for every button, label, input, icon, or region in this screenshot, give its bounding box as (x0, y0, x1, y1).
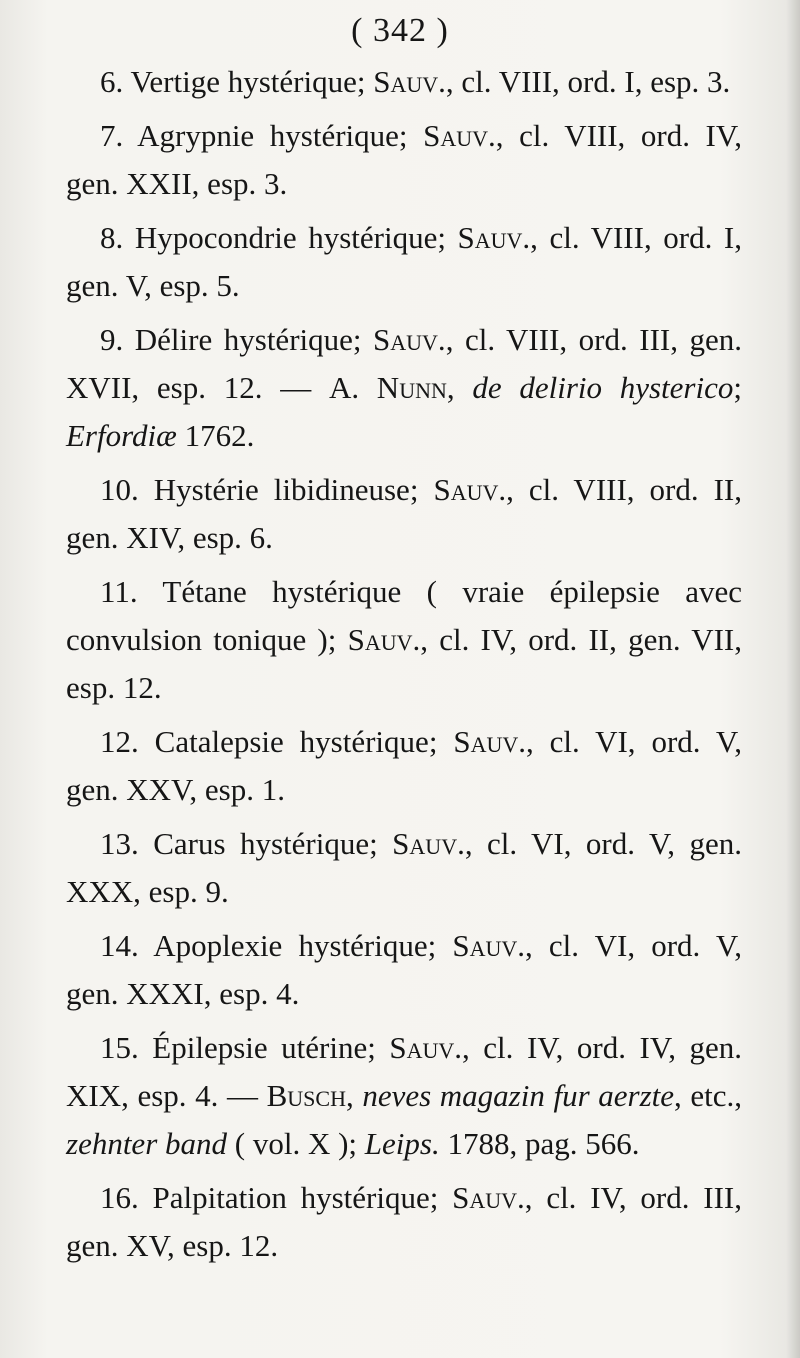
citation-etc: , etc., (674, 1078, 743, 1113)
entry-name: Palpitation hystérique (152, 1180, 430, 1215)
citation-year: 1762. (184, 418, 255, 453)
entry-author: Sauv. (389, 1030, 463, 1065)
entry-11: 11. Tétane hystérique ( vraie épilepsie avec convulsion tonique ); Sauv., cl. IV, ord. II, gen. VII, esp. 12. (66, 574, 742, 705)
entry-author: Sauv. (423, 118, 496, 153)
entry-number: 13. (100, 826, 139, 861)
entry-author: Sauv. (452, 928, 526, 963)
entry-number: 9. (100, 322, 124, 357)
citation-author: A. Nunn (328, 370, 447, 405)
entry-number: 11. (100, 574, 138, 609)
entry-number: 14. (100, 928, 139, 963)
page-number: ( 342 ) (351, 12, 449, 49)
entry-reference: , cl. IV, ord. III, gen. XV, esp. 12. (66, 1180, 742, 1263)
entry-name: Apoplexie hystérique (153, 928, 428, 963)
entry-reference: , cl. VI, ord. V, gen. XXV, esp. 1. (66, 724, 743, 807)
citation-title: de delirio hysterico (472, 370, 734, 405)
entry-reference: , cl. VI, ord. V, gen. XXX, esp. 9. (66, 826, 742, 909)
entry-14: 14. Apoplexie hystérique; Sauv., cl. VI, ord. V, gen. XXXI, esp. 4. (66, 928, 742, 1011)
entry-reference: , cl. VIII, ord. II, gen. XIV, esp. 6. (66, 472, 743, 555)
citation-place: Leips. (364, 1126, 440, 1161)
entry-number: 6. (100, 64, 124, 99)
entry-16: 16. Palpitation hystérique; Sauv., cl. IV, ord. III, gen. XV, esp. 12. (66, 1180, 742, 1263)
entry-number: 7. (100, 118, 124, 153)
entry-10: 10. Hystérie libidineuse; Sauv., cl. VIII, ord. II, gen. XIV, esp. 6. (66, 472, 743, 555)
entry-reference: , cl. VIII, ord. IV, gen. XXII, esp. 3. (66, 118, 742, 201)
citation-place: Erfordiæ (66, 418, 177, 453)
entry-author: Sauv. (347, 622, 421, 657)
citation-year-page: 1788, pag. 566. (439, 1126, 640, 1161)
entry-reference: , cl. VI, ord. V, gen. XXXI, esp. 4. (66, 928, 742, 1011)
entry-author: Sauv. (453, 724, 526, 759)
entry-number: 15. (100, 1030, 139, 1065)
entry-name: Hystérie libidineuse (153, 472, 410, 507)
entry-name: Carus hystérique (153, 826, 370, 861)
entry-reference: , cl. VIII, ord. I, esp. 3. (445, 64, 731, 99)
entry-9: 9. Délire hystérique; Sauv., cl. VIII, ord. III, gen. XVII, esp. 12. — A. Nunn, de delirio hysterico; Erfordiæ 1762. (66, 322, 742, 453)
entry-name: Vertige hystérique (130, 64, 357, 99)
entry-number: 16. (100, 1180, 139, 1215)
entry-6: 6. Vertige hystérique; Sauv., cl. VIII, ord. I, esp. 3. (100, 64, 731, 99)
entry-7: 7. Agrypnie hystérique; Sauv., cl. VIII, ord. IV, gen. XXII, esp. 3. (66, 118, 742, 201)
entry-number: 8. (100, 220, 124, 255)
entry-reference: , cl. VIII, ord. III, gen. XVII, esp. 12. — (66, 322, 742, 405)
citation-title: neves magazin fur aerzte (362, 1078, 675, 1113)
entry-list (66, 58, 742, 1276)
entry-author: Sauv. (457, 220, 531, 255)
page-edge-shadow (786, 0, 800, 1358)
entry-reference: , cl. IV, ord. IV, gen. XIX, esp. 4. — (66, 1030, 743, 1113)
citation-subtitle: zehnter band (66, 1126, 228, 1161)
entry-author: Sauv. (392, 826, 465, 861)
entry-author: Sauv. (373, 64, 446, 99)
entry-name: Épilepsie utérine (152, 1030, 368, 1065)
entry-author: Sauv. (452, 1180, 525, 1215)
entry-13: 13. Carus hystérique; Sauv., cl. VI, ord. V, gen. XXX, esp. 9. (66, 826, 742, 909)
citation-volume: ( vol. X ); (227, 1126, 365, 1161)
entry-author: Sauv. (373, 322, 446, 357)
entry-name: Délire hystérique (134, 322, 353, 357)
entry-12: 12. Catalepsie hystérique; Sauv., cl. VI, ord. V, gen. XXV, esp. 1. (66, 724, 743, 807)
citation-author: Busch (266, 1078, 346, 1113)
entry-name: Catalepsie hystérique (154, 724, 429, 759)
entry-reference: , cl. VIII, ord. I, gen. V, esp. 5. (66, 220, 742, 303)
entry-author: Sauv. (433, 472, 507, 507)
entry-reference: , cl. IV, ord. II, gen. VII, esp. 12. (66, 622, 742, 705)
entry-name: Agrypnie hystérique (137, 118, 399, 153)
entry-name: Tétane hystérique ( vraie épilepsie avec convulsion tonique ) (66, 574, 742, 657)
entry-name: Hypocondrie hystérique (134, 220, 438, 255)
entry-15: 15. Épilepsie utérine; Sauv., cl. IV, ord. IV, gen. XIX, esp. 4. — Busch, neves magazin fur aerzte, etc., zehnter band ( vol. X ); Leips. 1788, pag. 566. (66, 1030, 743, 1161)
entry-number: 12. (100, 724, 139, 759)
entry-8: 8. Hypocondrie hystérique; Sauv., cl. VIII, ord. I, gen. V, esp. 5. (66, 220, 742, 303)
entry-number: 10. (100, 472, 139, 507)
